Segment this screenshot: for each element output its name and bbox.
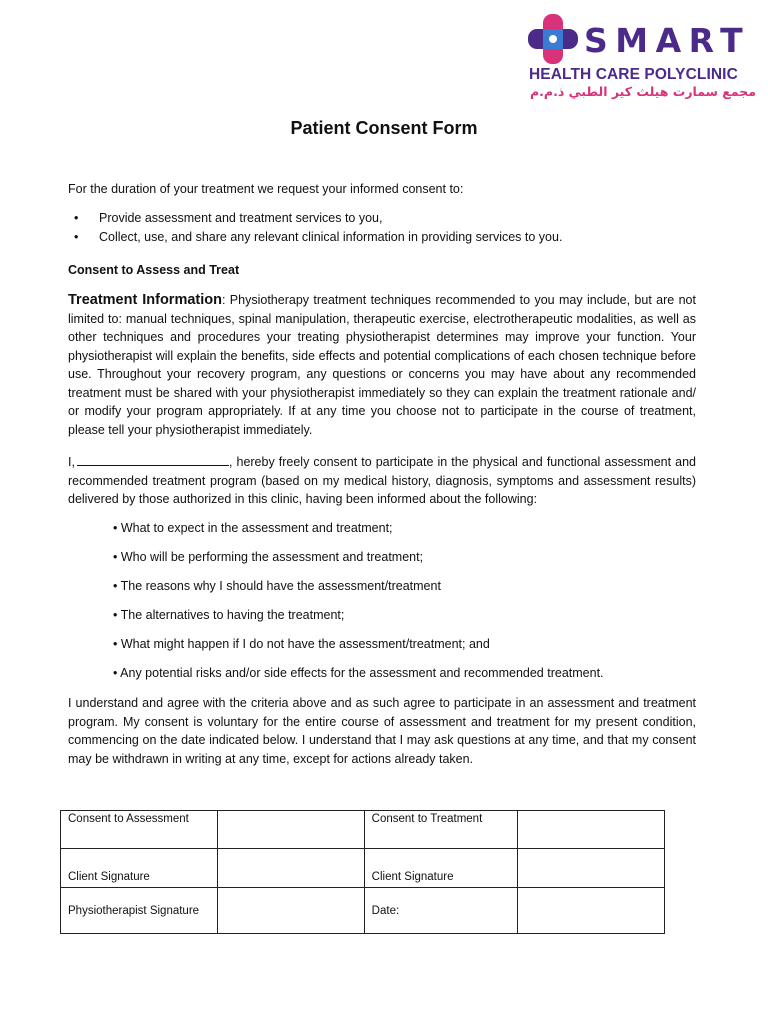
consent-treatment-label: Consent to Treatment bbox=[364, 811, 517, 849]
patient-name-blank[interactable] bbox=[77, 451, 229, 466]
clinic-logo-arabic-name: مجمع سمارت هيلث كير الطبي ذ.م.م bbox=[530, 84, 756, 99]
section-heading: Consent to Assess and Treat bbox=[68, 262, 240, 277]
form-body bbox=[68, 180, 696, 768]
client-signature-treatment-field[interactable] bbox=[518, 849, 665, 888]
list-item: • The reasons why I should have the assessment/treatment bbox=[113, 578, 441, 593]
list-item: • What might happen if I do not have the assessment/treatment; and bbox=[113, 636, 490, 651]
consent-treatment-field[interactable] bbox=[518, 811, 665, 849]
client-signature-label: Client Signature bbox=[61, 849, 218, 888]
signature-table bbox=[60, 810, 665, 934]
treatment-information-heading: Treatment Information bbox=[68, 292, 222, 308]
client-signature-label: Client Signature bbox=[364, 849, 517, 888]
agreement-paragraph: I understand and agree with the criteria above and as such agree to participate in an assessment and treatment program. My consent is voluntary for the entire course of assessment and treatment for my present condition, commencing on the date indicated below. I understand that I may ask questions at any time, and that my consent may be withdrawn in writing at any time, except for actions already taken. bbox=[68, 696, 696, 766]
informed-items-list bbox=[113, 519, 696, 683]
clinic-logo-subtitle: HEALTH CARE POLYCLINIC bbox=[529, 66, 738, 83]
table-row bbox=[61, 849, 665, 888]
page-title: Patient Consent Form bbox=[290, 118, 478, 138]
clinic-logo-icon bbox=[528, 14, 578, 64]
list-item: • The alternatives to having the treatment; bbox=[113, 607, 345, 622]
consent-purpose-list bbox=[68, 209, 696, 247]
consent-assessment-field[interactable] bbox=[217, 811, 364, 849]
physiotherapist-signature-label: Physiotherapist Signature bbox=[61, 888, 218, 934]
list-item: • Any potential risks and/or side effects for the assessment and recommended treatment. bbox=[113, 665, 604, 680]
list-item: • Provide assessment and treatment services to you, bbox=[68, 209, 696, 228]
clinic-logo-name: SMART bbox=[584, 21, 751, 60]
table-row bbox=[61, 811, 665, 849]
date-label: Date: bbox=[364, 888, 517, 934]
clinic-logo bbox=[526, 14, 756, 104]
list-item: • Collect, use, and share any relevant clinical information in providing services to you. bbox=[68, 228, 696, 247]
consent-assessment-label: Consent to Assessment bbox=[61, 811, 218, 849]
treatment-information-paragraph: Treatment Information: Physiotherapy treatment techniques recommended to you may include, but are not limited to: manual techniques, spinal manipulation, therapeutic exercise, electrotherapeutic modalities, as well as other techniques and procedures your treating physiotherapist determines may improve your function. Your physiotherapist will explain the benefits, side effects and potential complications of each chosen technique before use. Throughout your recovery program, any questions or concerns you may have about any recommended treatment must be shared with your physiotherapist immediately so they can explain the treatment rationale and/ or modify your program appropriately. If at any time you choose not to participate in the course of treatment, please tell your physiotherapist immediately. bbox=[68, 292, 696, 437]
list-item: • What to expect in the assessment and treatment; bbox=[113, 520, 393, 535]
date-field[interactable] bbox=[518, 888, 665, 934]
physiotherapist-signature-field[interactable] bbox=[217, 888, 364, 934]
table-row bbox=[61, 888, 665, 934]
intro-text: For the duration of your treatment we request your informed consent to: bbox=[68, 182, 464, 196]
client-signature-assessment-field[interactable] bbox=[217, 849, 364, 888]
bullet-icon: • bbox=[74, 229, 79, 244]
list-item: • Who will be performing the assessment and treatment; bbox=[113, 549, 424, 564]
bullet-icon: • bbox=[74, 210, 79, 225]
consent-statement: I, , hereby freely consent to participate in the physical and functional assessment and recommended treatment program (based on my medical history, diagnosis, symptoms and assessment results) delivered by those authorized in this clinic, having been informed about the following: bbox=[68, 451, 696, 509]
